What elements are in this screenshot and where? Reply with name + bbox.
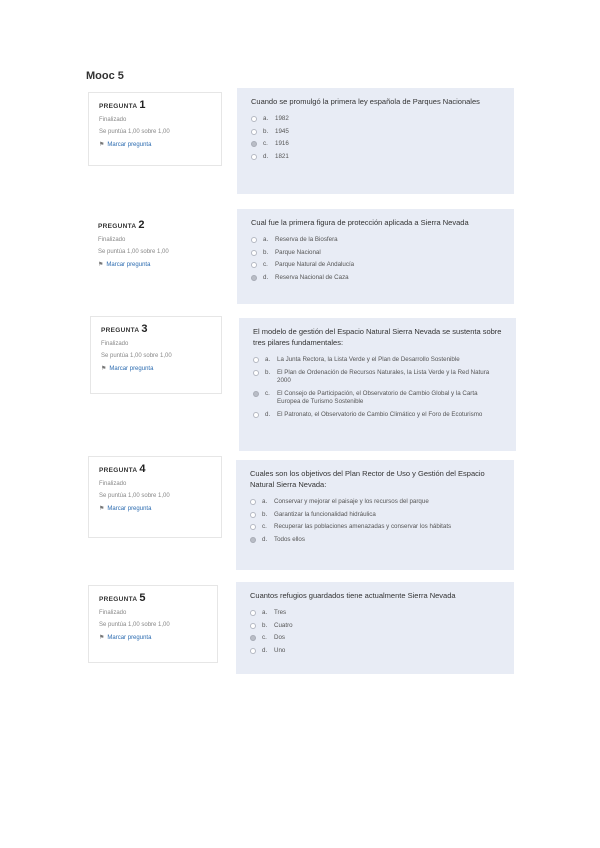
answer-option[interactable]: [250, 523, 500, 532]
radio-button[interactable]: [253, 370, 259, 376]
answer-option[interactable]: [251, 128, 500, 137]
radio-button[interactable]: [253, 412, 259, 418]
option-letter: d.: [265, 410, 271, 418]
option-letter: a.: [265, 356, 271, 363]
answer-option[interactable]: [253, 390, 502, 407]
option-text: Cuatro: [274, 621, 293, 629]
option-text: Recuperar las poblaciones amenazadas y conservar los hábitats: [274, 523, 452, 530]
radio-button[interactable]: [251, 237, 257, 243]
answer-option[interactable]: [250, 511, 500, 520]
question-number: 4: [139, 463, 146, 475]
answer-option[interactable]: [250, 634, 500, 643]
answer-option[interactable]: [251, 274, 500, 283]
option-text: 1982: [275, 115, 289, 122]
question-text: El modelo de gestión del Espacio Natural Sierra Nevada se sustenta sobre tres pilares fundamentales:: [253, 327, 502, 347]
question-info: [88, 92, 222, 166]
question-label: PREGUNTA: [98, 223, 137, 230]
radio-button[interactable]: [251, 154, 257, 160]
question-text: Cuales son los objetivos del Plan Rector de Uso y Gestión del Espacio Natural Sierra Nevada:: [250, 469, 485, 489]
flag-label: Marcar pregunta: [106, 262, 151, 268]
option-letter: c.: [265, 389, 270, 397]
radio-button-selected[interactable]: [251, 141, 257, 147]
answer-option[interactable]: [251, 249, 500, 258]
option-letter: c.: [262, 634, 267, 641]
radio-button-selected[interactable]: [250, 537, 256, 543]
question-content: [239, 318, 516, 451]
question-label: PREGUNTA: [99, 103, 138, 110]
question-state: Finalizado: [98, 237, 126, 243]
option-letter: c.: [263, 261, 268, 268]
radio-button-selected[interactable]: [251, 275, 257, 281]
answer-option[interactable]: [250, 609, 500, 618]
option-letter: a.: [263, 115, 269, 122]
question-label: PREGUNTA: [101, 327, 140, 334]
answer-option[interactable]: [251, 140, 500, 149]
option-text: Dos: [274, 634, 286, 641]
option-text: Garantizar la funcionalidad hidráulica: [274, 510, 376, 518]
question-state: Finalizado: [99, 117, 127, 123]
option-letter: b.: [263, 248, 269, 256]
flag-question-link[interactable]: [98, 261, 212, 268]
radio-button[interactable]: [250, 623, 256, 629]
option-letter: c.: [263, 140, 268, 147]
flag-icon: ⚑: [99, 635, 105, 641]
radio-button[interactable]: [251, 262, 257, 268]
answer-option[interactable]: [253, 369, 502, 386]
radio-button[interactable]: [250, 512, 256, 518]
option-letter: b.: [263, 127, 269, 135]
question-content: [237, 209, 514, 304]
option-letter: a.: [262, 498, 268, 505]
option-text: Parque Natural de Andalucía: [275, 261, 355, 268]
question-points: Se puntúa 1,00 sobre 1,00: [99, 622, 170, 628]
radio-button[interactable]: [251, 116, 257, 122]
flag-label: Marcar pregunta: [109, 366, 154, 372]
flag-icon: ⚑: [98, 262, 104, 268]
question-number: 5: [139, 592, 146, 604]
option-text: Todos ellos: [274, 535, 305, 543]
option-text: El Consejo de Participación, el Observatorio de Cambio Global y la Carta Europea de Turismo Sostenible: [277, 389, 478, 405]
option-letter: a.: [263, 236, 269, 243]
radio-button[interactable]: [250, 610, 256, 616]
flag-label: Marcar pregunta: [107, 142, 152, 148]
question-info: [90, 316, 222, 394]
option-letter: b.: [265, 368, 271, 376]
radio-button[interactable]: [250, 524, 256, 530]
option-letter: c.: [262, 523, 267, 530]
radio-button[interactable]: [250, 648, 256, 654]
question-state: Finalizado: [101, 341, 129, 347]
question-content: [237, 88, 514, 194]
page-title: Mooc 5: [86, 70, 124, 82]
question-info: [88, 585, 218, 663]
question-number: 1: [139, 99, 146, 111]
question-text: Cuantos refugios guardados tiene actualmente Sierra Nevada: [250, 591, 456, 600]
option-letter: d.: [262, 646, 268, 654]
flag-question-link[interactable]: [99, 634, 207, 641]
option-letter: b.: [262, 510, 268, 518]
option-text: 1945: [275, 127, 289, 135]
option-letter: a.: [262, 609, 268, 616]
question-number: 3: [141, 323, 148, 335]
radio-button-selected[interactable]: [253, 391, 259, 397]
option-text: El Patronato, el Observatorio de Cambio Climático y el Foro de Ecoturismo: [277, 410, 483, 418]
question-text: Cuando se promulgó la primera ley española de Parques Nacionales: [251, 97, 480, 106]
answer-option[interactable]: [250, 622, 500, 631]
radio-button[interactable]: [251, 250, 257, 256]
question-points: Se puntúa 1,00 sobre 1,00: [101, 353, 172, 359]
question-info: [88, 456, 222, 538]
option-letter: b.: [262, 621, 268, 629]
question-label: PREGUNTA: [99, 596, 138, 603]
answer-option[interactable]: [251, 115, 500, 124]
flag-icon: ⚑: [99, 142, 105, 148]
question-points: Se puntúa 1,00 sobre 1,00: [98, 249, 169, 255]
radio-button-selected[interactable]: [250, 635, 256, 641]
option-text: Reserva Nacional de Caza: [275, 273, 349, 281]
question-state: Finalizado: [99, 481, 127, 487]
option-text: Tres: [274, 609, 287, 616]
flag-icon: ⚑: [99, 506, 105, 512]
flag-label: Marcar pregunta: [107, 635, 152, 641]
flag-label: Marcar pregunta: [107, 506, 152, 512]
option-letter: d.: [263, 152, 269, 160]
question-points: Se puntúa 1,00 sobre 1,00: [99, 493, 170, 499]
answer-option[interactable]: [253, 356, 502, 365]
answer-option[interactable]: [250, 536, 500, 545]
answer-option[interactable]: [250, 498, 500, 507]
answer-option[interactable]: [253, 411, 502, 420]
option-text: Parque Nacional: [275, 248, 321, 256]
answer-option[interactable]: [251, 236, 500, 245]
question-info: [88, 213, 222, 289]
option-text: 1821: [275, 152, 289, 160]
radio-button[interactable]: [251, 129, 257, 135]
answer-option[interactable]: [251, 261, 500, 270]
question-number: 2: [138, 219, 145, 231]
answer-option[interactable]: [251, 153, 500, 162]
question-content: [236, 582, 514, 674]
question-content: [236, 460, 514, 570]
question-points: Se puntúa 1,00 sobre 1,00: [99, 129, 170, 135]
option-letter: d.: [262, 535, 268, 543]
radio-button[interactable]: [250, 499, 256, 505]
flag-question-link[interactable]: [99, 141, 211, 148]
radio-button[interactable]: [253, 357, 259, 363]
option-text: Reserva de la Biosfera: [275, 236, 338, 243]
option-letter: d.: [263, 273, 269, 281]
option-text: La Junta Rectora, la Lista Verde y el Plan de Desarrollo Sostenible: [277, 356, 460, 363]
option-text: Conservar y mejorar el paisaje y los recursos del parque: [274, 498, 429, 505]
question-state: Finalizado: [99, 610, 127, 616]
question-label: PREGUNTA: [99, 467, 138, 474]
flag-question-link[interactable]: [101, 365, 211, 372]
option-text: 1916: [275, 140, 289, 147]
answer-option[interactable]: [250, 647, 500, 656]
option-text: Uno: [274, 646, 286, 654]
flag-icon: ⚑: [101, 366, 107, 372]
flag-question-link[interactable]: [99, 505, 211, 512]
question-text: Cual fue la primera figura de protección aplicada a Sierra Nevada: [251, 218, 469, 227]
option-text: El Plan de Ordenación de Recursos Naturales, la Lista Verde y la Red Natura 2000: [277, 368, 490, 384]
